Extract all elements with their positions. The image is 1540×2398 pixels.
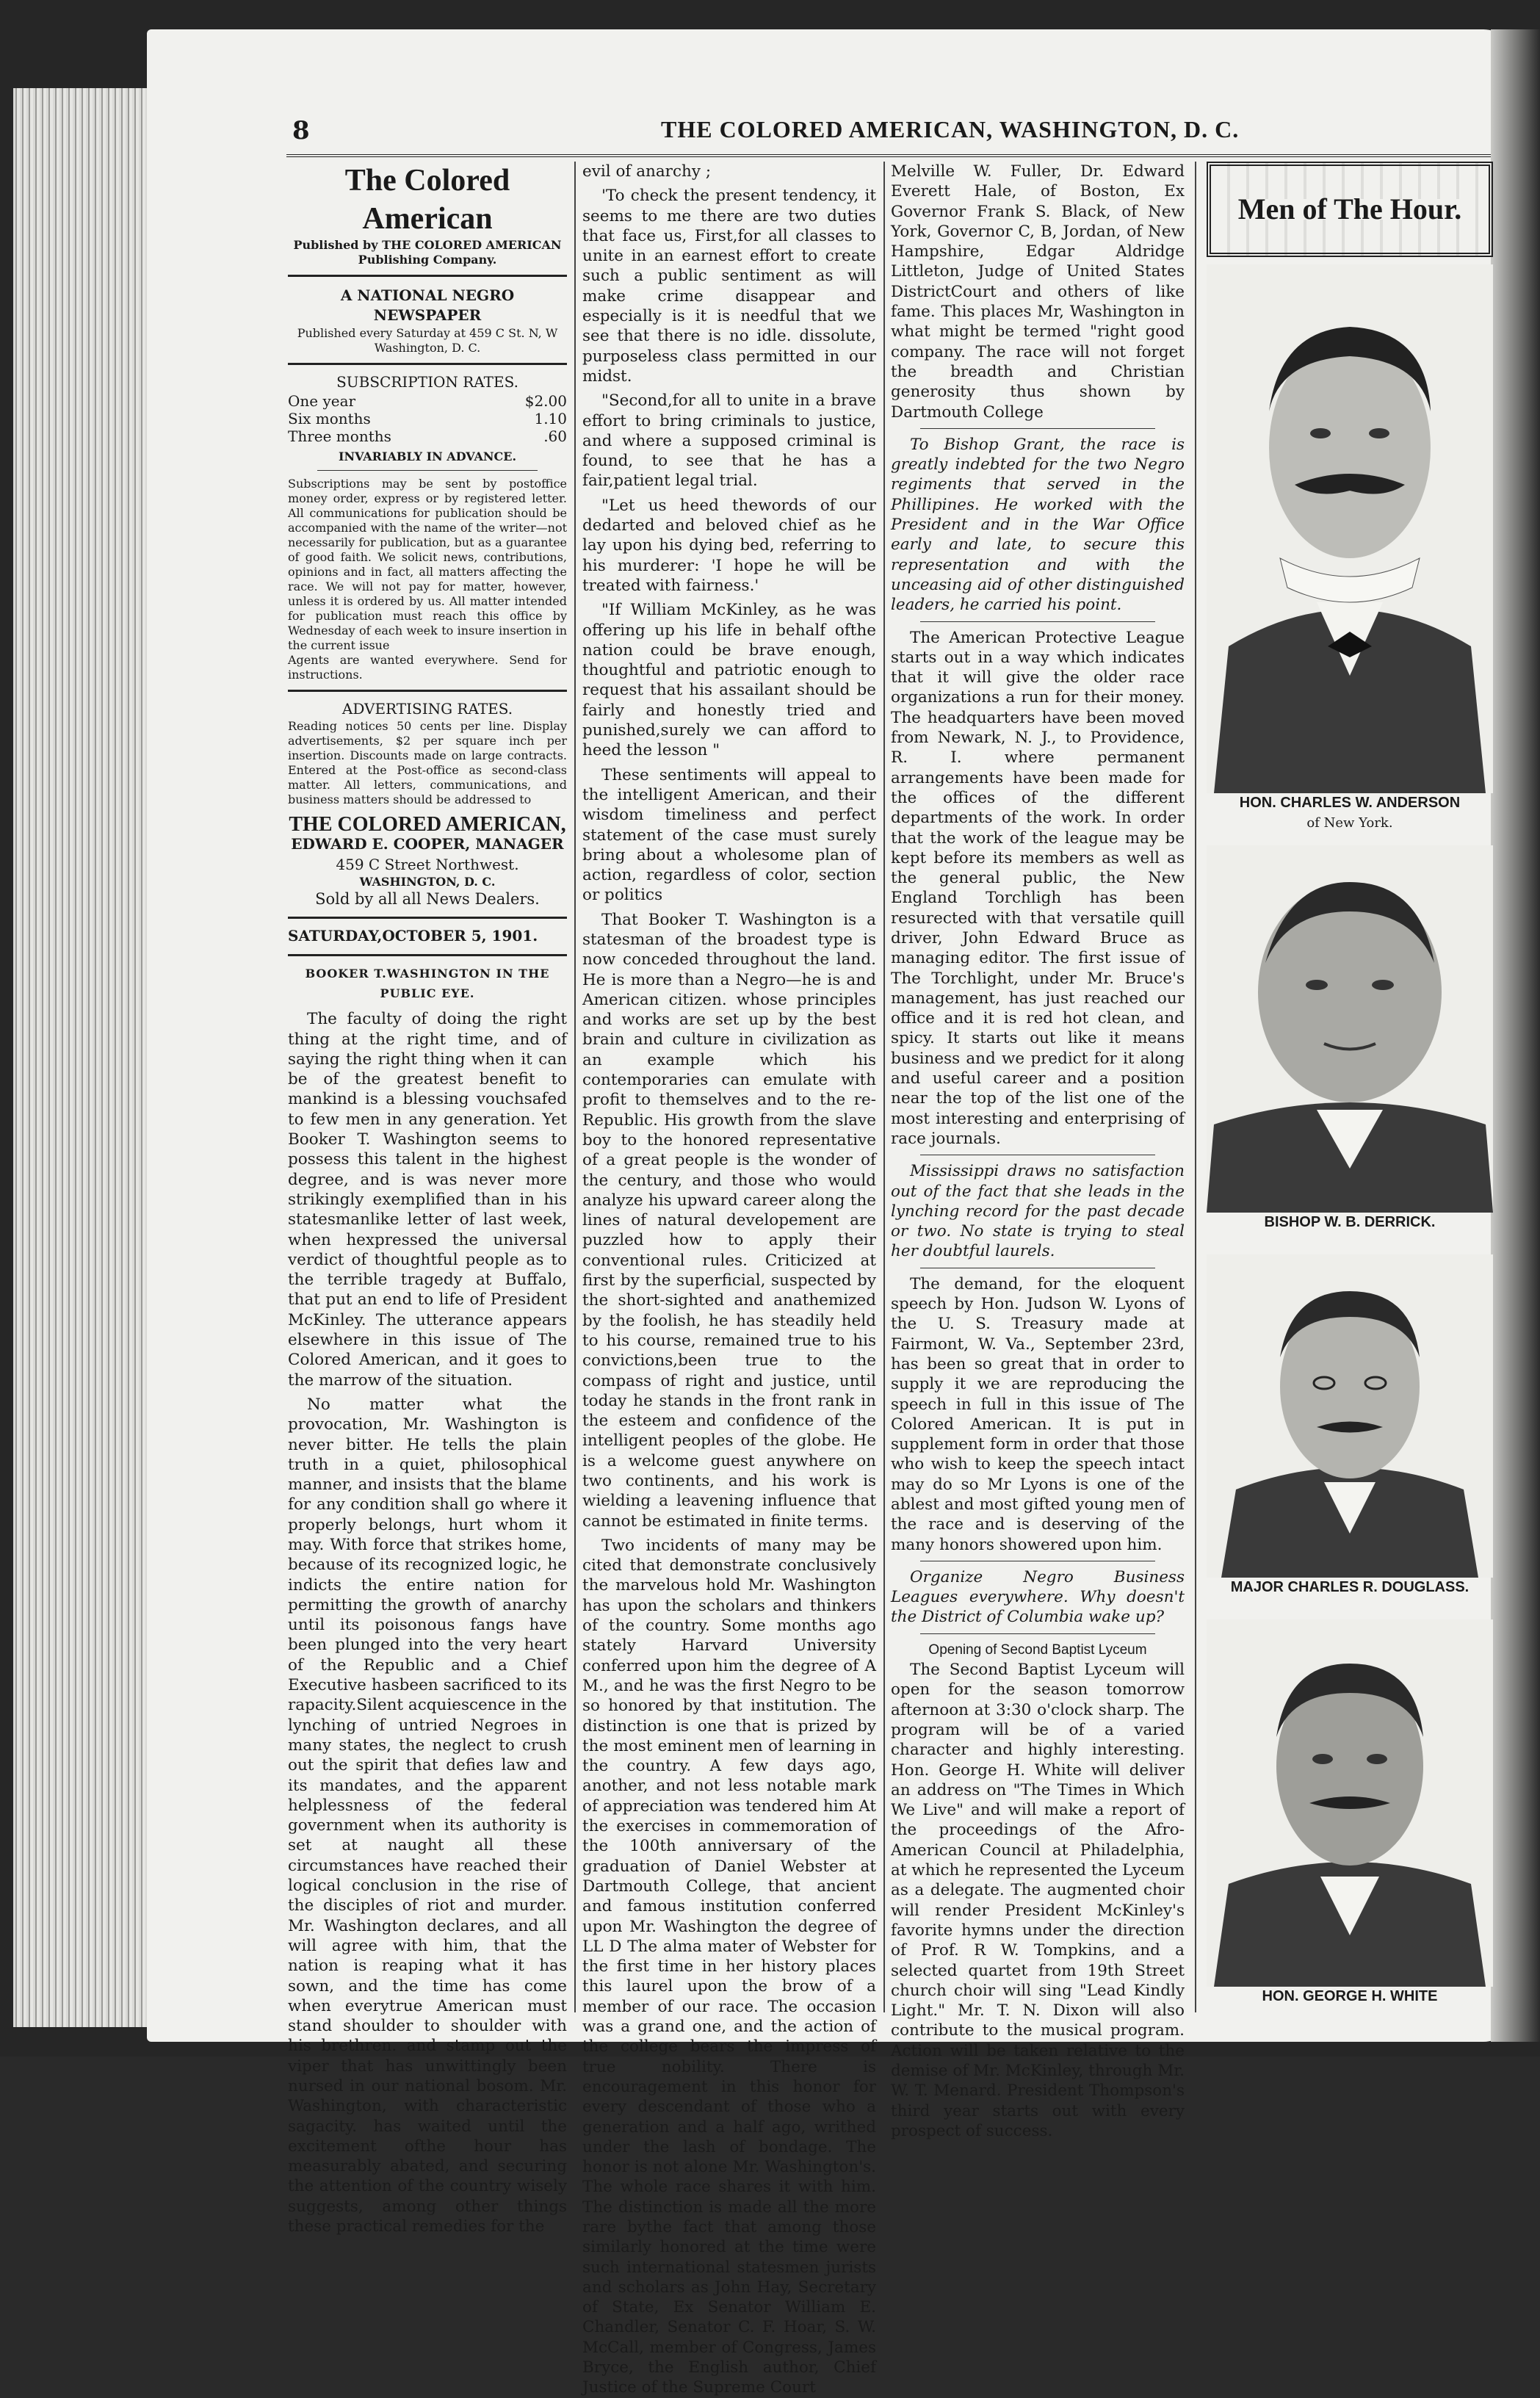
- subscription-notes: Subscriptions may be sent by postoffice money order, express or by registered letter. All communications for publication should be accompanied with the name of the writer—not necessarily for publication, but as a guarantee of good faith. We solicit news, contributions, opinions and in fact, all matters affecting the race. We will not pay for matter, however, unless it is ordered by us. All matter intended for publication must reach this office by Wednesday of each week to insure insertion in the current issue: [288, 476, 567, 652]
- rate-row: One year $2.00: [288, 391, 567, 410]
- article-paragraph: evil of anarchy ;: [582, 162, 712, 181]
- portrait-white: [1207, 1619, 1493, 2007]
- page-number: 8: [292, 116, 310, 145]
- advertising-notes: Reading notices 50 cents per line. Display advertisements, $2 per square inch per insertion. Discounts made on large contracts. Entered at the Post-office as second-class matter. All letters, communications, and business matters should be addressed to: [288, 719, 567, 807]
- column-1: [288, 162, 567, 2236]
- article-paragraph: Melville W. Fuller, Dr. Edward Everett Hale, of Boston, Ex Governor Frank S. Black, of New York, Governor C, B, Jordan, of New Hampshire, Edgar Aldridge Littleton, Judge of United States DistrictCourt and others of like fame. This places Mr, Washington in what might be termed "right good company. The race will not forget the breadth and Christian generosity thus shown by Dartmouth College: [891, 162, 1185, 422]
- portrait-caption: HON. CHARLES W. ANDERSON: [1239, 795, 1461, 811]
- divider: [920, 1633, 1155, 1634]
- article-paragraph: The faculty of doing the right thing at the right time, and of saying the right thing when it can be of the greatest benefit to mankind is a blessing vouchsafed to few men in any generation. Yet Booker T. Washington seems to possess this talent in the highest degree, and is was never more strikingly exemplified than in his statesmanlike letter of last week, when hexpressed the universal verdict of thoughtful people as to the terrible tragedy at Buffalo, that put an end to life of President McKinley. The utterance appears elsewhere in this issue of The Colored American, and it goes to the marrow of the situation.: [288, 1010, 567, 1390]
- column-3: [891, 162, 1185, 2140]
- issue-date: SATURDAY,OCTOBER 5, 1901.: [288, 927, 538, 945]
- editorial-paragraph: To Bishop Grant, the race is greatly indebted for the two Negro regiments that served in the Phillipines. He worked with the President and in the War Office early and late, to secure this representation and with the unceasing aid of other distinguished leaders, he carried his point.: [891, 435, 1185, 615]
- article-headline: BOOKER T.WASHINGTON IN THE PUBLIC EYE.: [305, 966, 550, 1000]
- lyceum-headline: Opening of Second Baptist Lyceum: [928, 1642, 1147, 1658]
- rates-table: [288, 392, 567, 445]
- advertising-title: ADVERTISING RATES.: [341, 699, 513, 718]
- article-paragraph: The American Protective League starts out in a way which indicates that it will give the older race organizations a run for their money. The headquarters have been moved from Newark, N. J., to Providence, R. I. where permanent arrangements have been made for the offices of the different departments of the work. In order that the work of the league may be kept before its members as well as the general public, the New England Torchligh has been resurected with that versatile quill driver, John Edward Bruce as managing editor. The first issue of The Torchlight, under Mr. Bruce's management, has just reached our office and it is red hot clean, and spicy. It starts out like it means business and we predict for it along and useful career and a position near the top of the list one of the most interesting and enterprising of race journals.: [891, 628, 1185, 1148]
- binding-shadow: [1491, 29, 1540, 2042]
- column-2: [582, 162, 876, 2397]
- article-paragraph: "Second,for all to unite in a brave effort to bring criminals to justice, and where a supposed criminal is found, to see that he has a fair,patient legal trial.: [582, 391, 876, 491]
- sold-line: Sold by all all News Dealers.: [315, 890, 540, 909]
- city-line: WASHINGTON, D. C.: [359, 875, 496, 889]
- article-paragraph: That Booker T. Washington is a statesman of the broadest type is now conceded throughout the land. He is more than a Negro—he is and American citizen. whose principles and works are set up by the best brain and culture in civilization as an example which his contemporaries can emulate with profit to themselves and to the re-Republic. His growth from the slave boy to the honored representative of a great people is the wonder of the century, and those who would analyze his upward career along the lines of natural developement are puzzled how to apply their conventional rules. Criticized at first by the superficial, suspected by the short-sighted and anathemized by the foolish, he has steadily held to his course, remained true to his convictions,been true to the compass of right and justice, until today he stands in the front rank in the esteem and confidence of the intelligent peoples of the globe. He is a welcome guest anywhere on two continents, and his work is wielding a leavening influence that cannot be estimated in finite terms.: [582, 910, 876, 1531]
- article-paragraph: "If William McKinley, as he was offering up his life in behalf ofthe nation could be brave enough, thoughtful and patriotic enough to request that his assailant should be fairly and honestly tried and punished,surely we can afford to heed the lesson ": [582, 601, 876, 760]
- editorial-paragraph: Mississippi draws no satisfaction out of the fact that she leads in the lynching record for the past decade or two. No state is trying to steal her doubtful laurels.: [891, 1162, 1185, 1261]
- divider: [288, 690, 567, 692]
- column-rule: [574, 162, 576, 2012]
- article-paragraph: The Second Baptist Lyceum will open for the season tomorrow afternoon at 3:30 o'clock sharp. The program will be of a varied character and highly interesting. Hon. George H. White will deliver an address on "The Times in Which We Live" and will make a report of the proceedings of the Afro-American Council at Philadelphia, at which he represented the Lyceum as a delegate. The augmented choir will render President McKinley's favorite hymns under the direction of Prof. R W. Tompkins, and a selected quartet from 19th Street church choir will sing "Lead Kindly Light." Mr. T. N. Dixon will also contribute to the musical program. Action will be taken relative to the demise of Mr. McKinley, through Mr. W. T. Menard. President Thompson's third year starts out with every prospect of success.: [891, 1661, 1185, 2140]
- article-paragraph: "Let us heed thewords of our dedarted and beloved chief as he lay upon his dying bed, referring to his murderer: 'I hope he will be treated with fairness.': [582, 496, 876, 595]
- article-paragraph: The demand, for the eloquent speech by Hon. Judson W. Lyons of the U. S. Treasury made at Fairmont, W. Va., September 23rd, has been so great that in order to supply it we are reproducing the speech in full in this issue of The Colored American. It is put in supplement form in order that those who wish to keep the speech intact may do so Mr Lyons is one of the ablest and most gifted young men of the race and is deserving of the many honors showered upon him.: [891, 1274, 1185, 1554]
- portrait-engraving: [1207, 264, 1493, 793]
- portrait-engraving: [1207, 845, 1493, 1213]
- rate-row: Three months .60: [288, 427, 567, 445]
- divider: [288, 275, 567, 277]
- manager-line: EDWARD E. COOPER, MANAGER: [291, 835, 564, 853]
- advance-note: INVARIABLY IN ADVANCE.: [338, 449, 517, 463]
- portrait-caption: MAJOR CHARLES R. DOUGLASS.: [1230, 1578, 1469, 1595]
- publisher-line: Published by THE COLORED AMERICAN Publishing Company.: [293, 238, 562, 267]
- divider: [288, 363, 567, 365]
- portrait-caption: HON. GEORGE H. WHITE: [1262, 1988, 1438, 2005]
- page-header: [286, 110, 1491, 157]
- divider: [288, 917, 567, 919]
- men-of-the-hour-title: Men of The Hour.: [1231, 199, 1469, 219]
- masthead-title: THE COLORED AMERICAN, WASHINGTON, D. C.: [661, 116, 1240, 142]
- address-paper: THE COLORED AMERICAN,: [289, 813, 566, 837]
- column-rule: [1195, 162, 1196, 2012]
- article-paragraph: 'To check the present tendency, it seems to me there are two duties that face us, First,for all classes to unite in an earnest effort to create such a public sentiment as will make crime disappear and especially is it is needful that we see that there is no idle. dissolute, purposeless class permitted in our midst.: [582, 187, 876, 386]
- portrait-anderson: [1207, 264, 1493, 834]
- rate-row: Six months 1.10: [288, 409, 567, 427]
- column-4: [1207, 162, 1493, 2012]
- divider: [317, 470, 538, 471]
- street-line: 459 C Street Northwest.: [336, 855, 519, 873]
- editorial-paragraph: Organize Negro Business Leagues everywhere. Why doesn't the District of Columbia wake up?: [891, 1567, 1185, 1627]
- portrait-engraving: [1207, 1619, 1493, 1987]
- subscription-title: SUBSCRIPTION RATES.: [336, 372, 518, 391]
- article-paragraph: Two incidents of many may be cited that demonstrate conclusively the marvelous hold Mr. Washington has upon the scholars and thinkers of the country. Some months ago stately Harvard University conferred upon him the degree of A M., and he was the first Negro to be so honored by that institution. The distinction is one that is prized by the most eminent men of learning in the country. A few days ago, another, and not less notable mark of appreciation was tendered him At the exercises in commemoration of the 100th anniversary of the graduation of Daniel Webster at Dartmouth College, that ancient and famous institution conferred upon Mr. Washington the degree of LL D The alma mater of Webster for the first time in her history places this laurel upon the brow of a member of our race. The occasion was a grand one, and the action of the college bears the impress of true nobility. There is encouragement in this honor for every descendant of those who a generation and a half ago, writhed under the lash of bondage. The honor is not alone Mr. Washington's. The whole race shares it with him. The distinction is made all the more rare bythe fact that among those similarly honored at the time were such international statesmen jurists and scholars as John Hay, Secretary of State, Ex Senator William E. Chandler, Senator C. F. Hoar, S. W. McCall, member of Congress, James Bryce, the English author, Chief Justice of the Supreme Court: [582, 1536, 876, 2397]
- men-of-the-hour-box: [1207, 162, 1493, 257]
- column-rule: [883, 162, 885, 2012]
- portrait-derrick: [1207, 845, 1493, 1232]
- slogan: A NATIONAL NEGRO NEWSPAPER: [340, 286, 515, 325]
- portrait-engraving: [1207, 1254, 1493, 1578]
- agents-note: Agents are wanted everywhere. Send for instructions.: [288, 652, 567, 682]
- divider: [288, 954, 567, 956]
- divider: [920, 621, 1155, 622]
- published-line: Published every Saturday at 459 C St. N, W Washington, D. C.: [297, 325, 558, 355]
- portrait-subcaption: of New York.: [1306, 815, 1393, 831]
- paper-name: The Colored American: [344, 164, 510, 236]
- portrait-douglass: [1207, 1254, 1493, 1597]
- divider: [920, 428, 1155, 429]
- portrait-caption: BISHOP W. B. DERRICK.: [1264, 1213, 1436, 1230]
- article-paragraph: These sentiments will appeal to the intelligent American, and their wisdom timeliness and perfect statement of the case must surely bring about a wholesome plan of action, regardless of color, section or politics: [582, 765, 876, 905]
- article-paragraph: No matter what the provocation, Mr. Washington is never bitter. He tells the plain truth in a quiet, philosophical manner, and insists that the blame for any condition shall go where it properly belongs, hurt whom it may. With force that strikes home, because of its recognized logic, he indicts the entire nation for permitting the growth of anarchy until its poisonous fangs have been plunged into the very heart of the Republic and a Chief Executive hasbeen sacrificed to its rapacity.Silent acquiescence in the lynching of untried Negroes in many states, the neglect to crush out the spirit that defies law and its mandates, and the apparent helplessness of the federal government when its authority is set at naught all these circumstances have reached their logical conclusion in the rise of the disciples of riot and murder. Mr. Washington declares, and all will agree with him, that the nation is reaping what it has sown, and the time has come when everytrue American must stand shoulder to shoulder with his brethren. and stamp out the viper that has unwittingly been nursed in our national bosom. Mr. Washington, with characteristic sagacity. has waited until the excitement ofthe hour has measurably abated, and securing the attention of the country wisely suggests, among other things these practical remedies for the: [288, 1395, 567, 2236]
